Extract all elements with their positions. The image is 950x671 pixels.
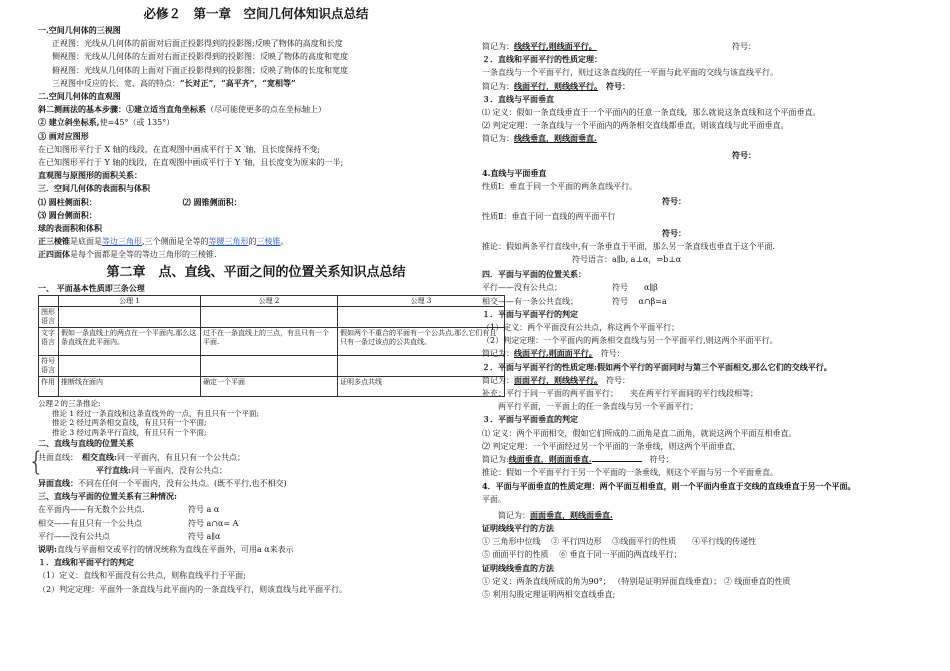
skew-lines: 异面直线：不同在任何一个平面内，没有公共点。(既不平行,也不相交) bbox=[38, 477, 287, 488]
table-cell: 公理 1 bbox=[59, 295, 201, 307]
table-cell bbox=[201, 307, 338, 328]
pp-perp-property: 4．平面与平面垂直的性质定理：两个平面互相垂直，则一个平面内垂直于交线的直线垂直于另一个平面。 bbox=[482, 480, 856, 491]
lp-perp-heading: ３．直线与平面垂直 bbox=[482, 93, 554, 104]
table-cell: 过不在一条直线上的三点，有且只有一个平面. bbox=[201, 328, 338, 356]
table-cell bbox=[338, 356, 505, 377]
corollary-3: 推论 3 经过两条平行直线，有且只有一个平面; bbox=[52, 427, 207, 437]
y-axis-rule: 在已知图形平行于 Y 轴的线段，在直观图中画成平行于 Y ′轴，且长度变为原来的一半; bbox=[38, 158, 344, 168]
brace-icon: { bbox=[28, 446, 45, 477]
table-row bbox=[39, 295, 505, 307]
line-line-heading: 二、直线与直线的位置关系 bbox=[38, 438, 134, 449]
three-views-rule: 三视图中反应的长、宽、高的特点：“长对正”，“高平齐”，“宽相等” bbox=[52, 77, 296, 88]
front-view-text: 正视图：光线从几何体的前面对后面正投影得到的投影图;反映了物体的高度和长度 bbox=[52, 39, 343, 49]
property-2: 性质Ⅱ：垂直于同一直线的两平面平行 bbox=[482, 212, 616, 222]
right-column bbox=[482, 40, 922, 601]
table-row bbox=[39, 307, 505, 328]
summary-5: 简记为：面面平行，则线线平行。 符号： bbox=[482, 374, 630, 385]
lp-parallel-property-heading: ２．直线和平面平行的性质定理： bbox=[482, 54, 602, 65]
lp-perp-def: ⑴ 定义：假如一条直线垂直于一个平面内的任意一条直线，那么就说这条直线和这个平面垂直。 bbox=[482, 108, 821, 118]
left-column bbox=[28, 0, 497, 596]
table-cell: 假如两个不重合的平面有一个公共点,那么它们有且只有一条过该点的公共直线。 bbox=[338, 328, 505, 356]
corollary-perp: 推论：假如两条平行直线中,有一条垂直于平面，那么另一条直线也垂直于这个平面. bbox=[482, 241, 776, 251]
property-1-symbol: 符号： bbox=[662, 196, 686, 207]
chapter2-title: 第二章 点、直线、平面之间的位置关系知识点总结 bbox=[106, 264, 406, 280]
method-perp-2: ⑤ 利用勾股定理证明两相交直线垂直; bbox=[482, 589, 616, 599]
table-row bbox=[39, 328, 505, 356]
oblique-step2: ② 建立斜坐标系,使=45°（或 135°） bbox=[38, 117, 175, 128]
method-parallel-2: ⑤ 面面平行的性质 ⑥ 垂直于同一平面的两直线平行； bbox=[482, 550, 682, 560]
table-cell bbox=[338, 307, 505, 328]
table-cell bbox=[59, 356, 201, 377]
three-views-heading: 一.空间几何体的三视图 bbox=[38, 25, 121, 35]
table-cell: 推断线在面内 bbox=[59, 377, 201, 397]
corollary-heading: 公理２的三条推论: bbox=[38, 399, 101, 409]
property-1: 性质Ⅰ：垂直于同一个平面的两条直线平行。 bbox=[482, 182, 638, 192]
sphere-line: 球的表面积和体积 bbox=[38, 223, 102, 234]
table-cell: 证明多点共线 bbox=[338, 377, 505, 397]
top-view-text: 俯视图：光线从几何体的上面对下面正投影得到的投影图；反映了物体的长度和宽度 bbox=[52, 65, 348, 75]
table-cell: 公理 2 bbox=[201, 295, 338, 307]
line-plane-heading: 三、直线与平面的位置关系有三种情况: bbox=[38, 491, 177, 502]
pp-parallel-def: （1）定义：两个平面没有公共点，称这两个平面平行； bbox=[482, 323, 680, 333]
surface-volume-heading: 三．空间几何体的表面积与体积 bbox=[38, 183, 150, 194]
chapter1-title: 必修２ 第一章 空间几何体知识点总结 bbox=[143, 6, 369, 21]
line-plane-parallel-def: （1）定义：直线和平面没有公共点，则称直线平行于平面; bbox=[38, 571, 246, 581]
line-plane-note: 说明:直线与平面相交或平行的情况统称为直线在平面外，可用a α来表示 bbox=[38, 543, 294, 554]
pp-perp-theorem: ⑵ 判定定理：一个平面经过另一个平面的一条垂线，则这两个平面垂直， bbox=[482, 441, 741, 451]
pp-perp-corollary: 推论：假如一个平面平行于另一个平面的一条垂线，则这个平面与另一个平面垂直。 bbox=[482, 468, 778, 478]
corollary-1: 推论 1 经过一条直线和这条直线外的一点，有且只有一个平面; bbox=[52, 408, 260, 418]
lp-perp-theorem: ⑵ 判定定理：一条直线与一个平面内的两条相交直线都垂直，则该直线与此平面垂直。 bbox=[482, 121, 789, 131]
summary-7: 简记为：面面垂直，则线面垂直. bbox=[498, 509, 613, 520]
symbol-3: 符号： bbox=[732, 149, 756, 160]
pp-perp-judge-heading: ３．平面与平面垂直的判定 bbox=[482, 414, 578, 425]
coplanar-intersect: 共面直线： 相交直线:同一平面内，有且只有一个公共点； bbox=[38, 451, 245, 462]
table-cell: 图形语言 bbox=[39, 307, 59, 328]
table-cell: 确定一个平面 bbox=[201, 377, 338, 397]
corollary-2: 推论 2 经过两条相交直线，有且只有一个平面; bbox=[52, 418, 207, 428]
area-relation: 直观图与原图形的面积关系： bbox=[38, 170, 142, 181]
link-pyramid[interactable]: 三棱锥 bbox=[256, 237, 281, 247]
pp-perp-property-cont: 平面。 bbox=[482, 494, 506, 504]
frustum-line: ⑶ 圆台侧面积： bbox=[38, 209, 97, 220]
link-isosceles-triangle[interactable]: 等腰三角形 bbox=[208, 237, 249, 247]
table-cell: 符号语言 bbox=[39, 356, 59, 377]
property-2-symbol: 符号： bbox=[662, 227, 686, 238]
method-parallel-1: ① 三角形中位线 ② 平行四边形 ③线面平行的性质 ④平行线的传递性 bbox=[482, 537, 757, 547]
corollary-perp-symbol: 符号语言：a∥b, a⊥α，⇒b⊥α bbox=[572, 255, 682, 265]
link-equilateral-triangle[interactable]: 等边三角形 bbox=[102, 237, 142, 247]
line-plane-parallel-theorem: （2）判定定理：平面外一条直线与此平面内的一条直线平行，则该直线与此平面平行。 bbox=[38, 584, 348, 594]
plane-intersect: 相交——有一条公共直线； 符号 α∩β=a bbox=[482, 296, 667, 306]
summary-4: 简记为：线面平行,则面面平行。 符号： bbox=[482, 348, 625, 359]
table-cell: 假如一条直线上的两点在一个平面内,那么这条直线在此平面内。 bbox=[59, 328, 201, 356]
table-row bbox=[39, 356, 505, 377]
method-parallel-heading: 证明线线平行的方法 bbox=[482, 522, 554, 533]
summary-6: 简记为:线面垂直，则面面垂直. 符号： bbox=[482, 454, 674, 465]
method-perp-heading: 证明线线垂直的方法 bbox=[482, 562, 554, 573]
pp-parallel-judge-heading: １．平面与平面平行的判定 bbox=[482, 308, 578, 319]
oblique-steps: 斜二测画法的基本步骤：①建立适当直角坐标系（尽可能使更多的点在坐标轴上） bbox=[38, 104, 326, 115]
axioms-table bbox=[38, 295, 505, 398]
x-axis-rule: 在已知图形平行于 X 轴的线段，在直观图中画成平行于 X ′轴，且长度保持不变; bbox=[38, 144, 321, 154]
oblique-step3: ③ 画对应图形 bbox=[38, 130, 89, 141]
summary-3: 简记为：线线垂直，则线面垂直. bbox=[482, 133, 597, 144]
coplanar-parallel: 平行直线:同一平面内，没有公共点； bbox=[96, 464, 227, 475]
oblique-heading: 二.空间几何体的直观图 bbox=[38, 91, 121, 102]
lp-parallel-property-text: 一条直线与一个平面平行，则过这条直线的任一平面与此平面的交线与该直线平行。 bbox=[482, 68, 778, 78]
regular-pyramid-def: 正三棱锥是底面是等边三角形,三个侧面是全等的等腰三角形的三棱锥。 bbox=[38, 236, 289, 247]
line-plane-parallel-judge-heading: １．直线和平面平行的判定 bbox=[38, 557, 134, 568]
cylinder-cone-line: ⑴ 圆柱侧面积： ⑵ 圆锥侧面积： bbox=[38, 196, 242, 207]
pp-parallel-theorem: （2）判定定理：一个平面内的两条相交直线与另一个平面平行,则这两个平面平行。 bbox=[482, 336, 778, 346]
pp-perp-def: ⑴ 定义：两个平面相交，假如它们所成的二面角是直二面角，就说这两个平面互相垂直。 bbox=[482, 428, 797, 438]
supplement-2: 两平行平面，一平面上的任一条直线与另一个平面平行； bbox=[498, 402, 698, 412]
side-view-text: 侧视图：光线从几何体的左面对右面正投影得到的投影图：反映了物体的高度和宽度 bbox=[52, 52, 348, 62]
supplement-1: 补充：平行于同一平面的两平面平行； 夹在两平行平面间的平行线段相等； bbox=[482, 389, 758, 399]
table-cell: 公理 3 bbox=[338, 295, 505, 307]
table-row bbox=[39, 377, 505, 397]
table-cell: 文字语言 bbox=[39, 328, 59, 356]
plane-parallel: 平行——没有公共点； 符号 α∥β bbox=[482, 283, 658, 293]
method-perp-1: ① 定义：两条直线所成的角为90°； （特别是证明异面直线垂直）； ② 线面垂直的性质 bbox=[482, 576, 791, 586]
summary-1: 简记为：线线平行,则线面平行。 符号： bbox=[482, 41, 756, 51]
line-intersect-plane: 相交——有且只有一个公共点 符号 a∩α= A bbox=[38, 518, 239, 528]
table-cell bbox=[201, 356, 338, 377]
tetrahedron-def: 正四面体是每个面都是全等的等边三角形的三棱锥. bbox=[38, 249, 217, 260]
axioms-heading: 一、 平面基本性质即三条公理 bbox=[38, 282, 145, 293]
summary-2: 简记为：线面平行，则线线平行。 符号： bbox=[482, 80, 630, 91]
line-parallel-plane: 平行——没有公共点 符号 a∥α bbox=[38, 531, 221, 541]
table-cell bbox=[59, 307, 201, 328]
line-line-block bbox=[28, 446, 474, 491]
plane-plane-heading: 四．平面与平面的位置关系： bbox=[482, 269, 586, 280]
lp-perp-property-heading: 4.直线与平面垂直 bbox=[482, 167, 547, 178]
line-in-plane: 在平面内——有无数个公共点． 符号 a α bbox=[38, 505, 220, 515]
pp-parallel-property: ２．平面与平面平行的性质定理:假如两个平行的平面同时与第三个平面相交,那么它们的交线平行。 bbox=[482, 361, 832, 372]
table-cell bbox=[39, 295, 59, 307]
table-cell: 作用 bbox=[39, 377, 59, 397]
